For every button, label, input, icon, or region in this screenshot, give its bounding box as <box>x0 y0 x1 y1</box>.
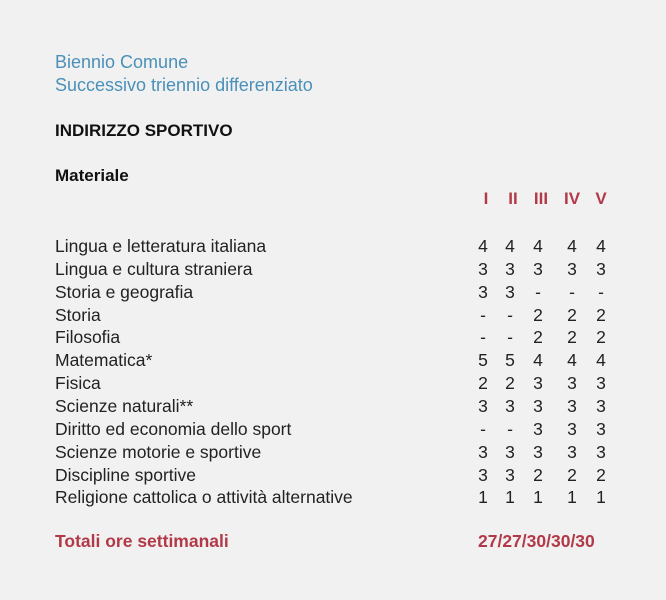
link-triennio-differenziato[interactable]: Successivo triennio differenziato <box>55 75 313 95</box>
hours-value: - <box>507 304 513 325</box>
subject-name: Scienze naturali** <box>55 395 194 416</box>
subject-name: Scienze motorie e sportive <box>55 441 262 462</box>
subject-name: Lingua e cultura straniera <box>55 258 253 279</box>
table-row <box>55 327 625 350</box>
totals-value: 27/27/30/30/30 <box>478 531 595 551</box>
hours-value: 3 <box>567 258 577 279</box>
column-header-ii: II <box>508 189 518 208</box>
hours-value: 4 <box>533 350 543 371</box>
hours-value: 3 <box>596 441 606 462</box>
hours-value: 2 <box>533 327 543 348</box>
hours-value: 2 <box>478 373 488 394</box>
hours-value: 3 <box>596 373 606 394</box>
hours-value: - <box>480 418 486 439</box>
hours-value: 3 <box>533 441 543 462</box>
hours-value: 3 <box>533 373 543 394</box>
hours-value: 5 <box>505 350 515 371</box>
table-row <box>55 236 625 259</box>
section-heading: INDIRIZZO SPORTIVO <box>55 121 233 140</box>
hours-value: 3 <box>533 258 543 279</box>
subject-name: Religione cattolica o attività alternative <box>55 487 353 508</box>
materiale-label: Materiale <box>55 166 129 185</box>
hours-value: 3 <box>596 418 606 439</box>
hours-value: - <box>569 281 575 302</box>
hours-value: 3 <box>478 395 488 416</box>
hours-value: 1 <box>596 487 606 508</box>
hours-value: 3 <box>567 373 577 394</box>
hours-value: 3 <box>567 418 577 439</box>
hours-value: 3 <box>505 258 515 279</box>
hours-value: 4 <box>567 350 577 371</box>
hours-value: 4 <box>596 350 606 371</box>
totals-label: Totali ore settimanali <box>55 531 229 551</box>
hours-value: - <box>507 418 513 439</box>
table-row <box>55 305 625 328</box>
hours-value: 1 <box>478 487 488 508</box>
column-header-i: I <box>483 189 489 208</box>
hours-value: 3 <box>533 418 543 439</box>
table-row <box>55 396 625 419</box>
hours-value: 3 <box>596 258 606 279</box>
table-row <box>55 442 625 465</box>
subject-name: Fisica <box>55 373 101 394</box>
subject-name: Lingua e letteratura italiana <box>55 236 267 256</box>
hours-value: - <box>598 281 604 302</box>
hours-value: 1 <box>533 487 543 508</box>
table-row <box>55 350 625 373</box>
table-row <box>55 282 625 305</box>
hours-value: 4 <box>478 236 488 256</box>
subject-name: Storia e geografia <box>55 281 194 302</box>
link-biennio-comune[interactable]: Biennio Comune <box>55 52 189 72</box>
hours-value: 5 <box>478 350 488 371</box>
column-header-v: V <box>595 189 607 208</box>
hours-value: 3 <box>505 441 515 462</box>
hours-value: 2 <box>596 304 606 325</box>
hours-value: - <box>480 304 486 325</box>
hours-value: - <box>535 281 541 302</box>
table-row <box>55 419 625 442</box>
table-row <box>55 259 625 282</box>
hours-value: 1 <box>567 487 577 508</box>
column-header-iii: III <box>533 189 549 208</box>
hours-value: 3 <box>505 464 515 485</box>
hours-value: 2 <box>505 373 515 394</box>
hours-value: 3 <box>596 395 606 416</box>
table-row <box>55 465 625 488</box>
hours-value: 2 <box>567 327 577 348</box>
hours-value: 2 <box>533 304 543 325</box>
hours-value: - <box>480 327 486 348</box>
hours-value: 4 <box>596 236 606 256</box>
hours-value: 2 <box>567 464 577 485</box>
hours-value: 4 <box>567 236 577 256</box>
subject-name: Storia <box>55 304 101 325</box>
hours-value: 4 <box>505 236 515 256</box>
hours-value: 2 <box>567 304 577 325</box>
hours-value: 3 <box>505 395 515 416</box>
table-row <box>55 373 625 396</box>
column-header-iv: IV <box>563 189 581 208</box>
subject-name: Matematica* <box>55 350 153 371</box>
hours-value: 3 <box>478 441 488 462</box>
subject-name: Filosofia <box>55 327 121 348</box>
hours-value: 2 <box>533 464 543 485</box>
hours-value: 3 <box>567 395 577 416</box>
table-row <box>55 487 625 510</box>
hours-value: 2 <box>596 327 606 348</box>
hours-value: 4 <box>533 236 543 256</box>
hours-value: 2 <box>596 464 606 485</box>
hours-value: 3 <box>478 464 488 485</box>
hours-value: 3 <box>505 281 515 302</box>
hours-value: 3 <box>478 258 488 279</box>
hours-value: - <box>507 327 513 348</box>
hours-value: 3 <box>478 281 488 302</box>
hours-value: 3 <box>533 395 543 416</box>
subject-name: Discipline sportive <box>55 464 197 485</box>
subject-name: Diritto ed economia dello sport <box>55 418 292 439</box>
hours-value: 3 <box>567 441 577 462</box>
hours-value: 1 <box>505 487 515 508</box>
